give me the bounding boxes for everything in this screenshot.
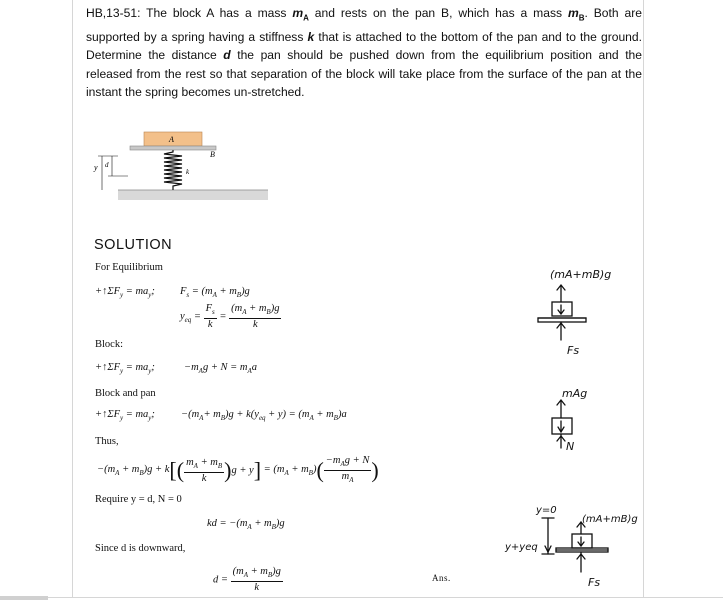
fbd3-spring-force-label: Fs [588,576,601,589]
problem-text: HB,13-51: The block A has a mass [86,6,293,20]
problem-statement [86,4,642,102]
sum-forces-1: $+↑\Sigma F_y = ma_y$; [95,286,155,300]
equation-final-d: d = $\frac{(m_A + m_B)g}{k}$ [213,566,281,594]
spring-pan-figure [88,128,288,200]
page-corner-mark [0,596,48,600]
fbd3-yyeq-label: y+yeq [505,542,538,553]
label-k: k [186,168,190,176]
equation-yeq: $y_{eq}$ = $\frac{F_s}{k}$ = $\frac{(m_A + m_B)g}{k}$ [180,303,280,331]
fbd1-weight-label: (mA+mB)g [550,268,612,281]
ground [118,190,268,200]
fbd3-weight-label: (mA+mB)g [582,514,638,525]
solution-title: SOLUTION [94,237,173,253]
fbd2-weight-label: mAg [562,387,588,400]
equation-thus: $-(m_A + m_B)g + k$[( $\frac{m_A + m_B}{k}$ )$g + y] = (m_A + m_B)$( $\frac{-m_Ag + N}{m_A}$ ) [97,455,379,485]
equation-kd: kd = $-(m_A + m_B)g$ [207,518,285,532]
pan-b [130,146,216,150]
equation-fs: $F_s = (m_A + m_B)g$ [180,286,250,300]
mass-b-subscript: B [578,13,585,23]
fbd3-y0-label: y=0 [536,505,557,516]
handwritten-fbds [500,260,640,595]
label-a: A [169,135,174,144]
mass-a-symbol: m [292,6,304,20]
distance-symbol: d [223,48,231,63]
problem-text: . Both are supported by a spring having a stiffness [86,6,642,44]
mass-b-symbol: m [567,6,579,20]
sum-forces-3: $+↑\Sigma F_y = ma_y$; [95,409,155,423]
spring [164,150,182,190]
stiffness-symbol: k [307,29,315,44]
problem-text: that is attached to the bottom of the pan and to the ground. Determine the distance [86,29,642,63]
for-equilibrium-label: For Equilibrium [95,262,163,273]
label-b: B [210,150,215,159]
sum-forces-2: $+↑\Sigma F_y = ma_y$; [95,362,155,376]
fbd1-spring-force-label: Fs [567,344,580,357]
fbd2-normal-label: N [566,440,575,453]
mass-a-subscript: A [303,13,309,23]
require-statement: Require y = d, N = 0 [95,494,182,505]
since-statement: Since d is downward, [95,543,186,554]
equation-block: $-m_Ag + N = m_Aa$ [184,362,257,376]
thus-label: Thus, [95,436,119,447]
problem-text: the pan should be pushed down from the equilibrium position and the released from the rest so that separation of the block will take place from the surface of the pan at the instant the spring becomes un-stretched. [86,48,642,100]
block-label: Block: [95,339,123,350]
answer-label: Ans. [432,573,451,583]
page-bottom-border [0,597,723,598]
label-y: y [94,163,98,172]
block-and-pan-label: Block and pan [95,388,156,399]
problem-text: and rests on the pan B, which has a mass [308,6,568,20]
equation-block-pan: $-(m_A+ m_B)g + k(y_{eq} + y) = (m_A + m_B)a$ [181,409,347,423]
label-d: d [105,161,109,169]
